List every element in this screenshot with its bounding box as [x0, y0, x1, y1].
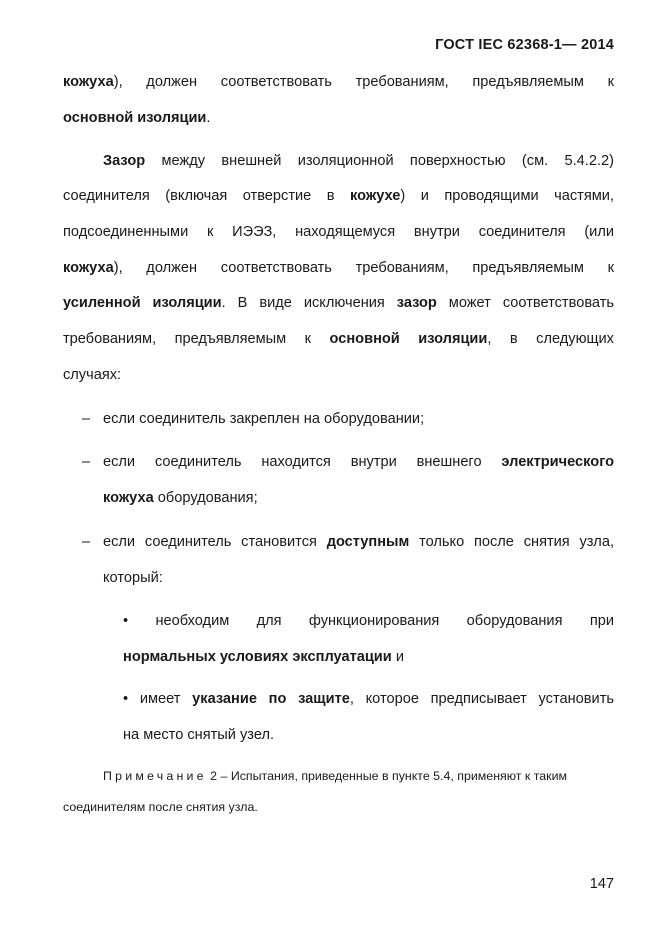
note-continuation: соединителям после снятия узла.: [63, 800, 258, 814]
dash-marker: –: [82, 454, 91, 470]
list-item: если соединитель закреплен на оборудовании;: [103, 411, 425, 427]
note-label: Примечание: [103, 769, 207, 783]
list-item: если соединитель становится доступным только после снятия узла,: [103, 534, 614, 550]
sub-list-item-continuation: нормальных условиях эксплуатации и: [123, 649, 404, 665]
dash-marker: –: [82, 411, 91, 427]
list-item-continuation: кожуха оборудования;: [103, 490, 258, 506]
text-line: случаях:: [63, 367, 122, 383]
document-code: ГОСТ IEC 62368-1— 2014: [435, 37, 614, 53]
list-item-continuation: который:: [103, 570, 163, 586]
text-line: соединителя (включая отверстие в кожухе) и проводящими частями,: [63, 188, 614, 204]
text-line: кожуха), должен соответствовать требованиям, предъявляемым к: [63, 260, 614, 276]
text-line: кожуха), должен соответствовать требованиям, предъявляемым к: [63, 74, 614, 90]
bullet-marker: •: [123, 691, 129, 707]
sub-list-item: • имеет указание по защите, которое предписывает установить: [123, 691, 614, 707]
sub-list-item-continuation: на место снятый узел.: [123, 727, 275, 743]
text-line: основной изоляции.: [63, 110, 211, 126]
bullet-marker: •: [123, 613, 129, 629]
list-item: если соединитель находится внутри внешнего электрического: [103, 454, 614, 470]
dash-marker: –: [82, 534, 91, 550]
text-line: требованиям, предъявляемым к основной изоляции, в следующих: [63, 331, 614, 347]
note: Примечание 2 – Испытания, приведенные в пункте 5.4, применяют к таким: [103, 769, 568, 783]
text-line: подсоединенными к ИЭЭЗ, находящемуся внутри соединителя (или: [63, 224, 614, 240]
paragraph-first-line: Зазор между внешней изоляционной поверхностью (см. 5.4.2.2): [103, 153, 614, 169]
text-line: усиленной изоляции. В виде исключения зазор может соответствовать: [63, 295, 614, 311]
page-number: 147: [589, 876, 614, 892]
sub-list-item: • необходим для функционирования оборудования при: [123, 613, 614, 629]
